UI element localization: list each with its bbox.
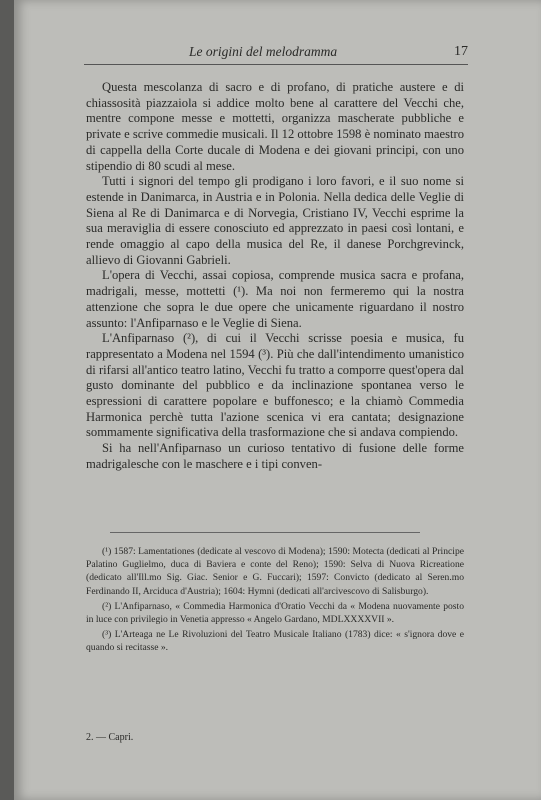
running-header (84, 44, 468, 65)
book-page (14, 0, 541, 800)
footnote: (¹) 1587: Lamentationes (dedicate al vescovo di Modena); 1590: Motecta (dedicati al Principe Palatino Guglielmo, duca di Baviera e conte del Reno); 1590: Selva di Nuova Ricreatione (dedicato all'Ill.mo Sig. Giac. Senior e G. Fuccari); 1597: Convicto (dedicato al Seren.mo Ferdinando II, Arciduca d'Austria); 1604: Hymni (dedicati all'arcivescovo di Salisburgo). (86, 546, 464, 597)
paragraph: Questa mescolanza di sacro e di profano, di pratiche austere e di chiassosità piazzaiola si addice molto bene al carattere del Vecchi che, mentre compone messe e mottetti, organizza mascherate pubbliche e private e scrive commedie musicali. Il 12 ottobre 1598 è nominato maestro di cappella della Corte ducale di Modena e dei giovani principi, con uno stipendio di 80 scudi al mese. (86, 80, 464, 173)
signature-mark: 2. — Capri. (86, 732, 134, 743)
paragraph: L'Anfiparnaso (²), di cui il Vecchi scrisse poesia e musica, fu rappresentato a Modena nel 1594 (³). Più che dall'intendimento umanistico di rifarsi all'antico teatro latino, Vecchi fu tratto a comporre quest'opera dal gusto dominante del pubblico e da inclinazione spontanea verso le espressioni di carattere popolare e buffonesco; e la chiamò Commedia Harmonica perchè tutta l'azione scenica vi era cantata; designazione sommamente significativa della trasformazione che si andava compiendo. (86, 331, 464, 440)
paragraph: Tutti i signori del tempo gli prodigano i loro favori, e il suo nome si estende in Danimarca, in Austria e in Polonia. Nella dedica delle Veglie di Siena al Re di Danimarca e di Norvegia, Cristiano IV, Vecchi esprime la sua meraviglia di essere conosciuto ed apprezzato in paesi così lontani, e rende omaggio al capo della musica del Re, il danese Porchgrevinck, allievo di Giovanni Gabrieli. (86, 174, 464, 267)
paragraph: L'opera di Vecchi, assai copiosa, comprende musica sacra e profana, madrigali, messe, mottetti (¹). Ma noi non fermeremo qui la nostra attenzione che sopra le due opere che unicamente riguardano il nostro assunto: l'Anfiparnaso e le Veglie di Siena. (86, 268, 464, 330)
main-text (86, 80, 464, 473)
running-title: Le origini del melodramma (189, 44, 338, 59)
footnote-separator (110, 532, 420, 533)
page-number: 17 (454, 44, 468, 59)
footnotes (86, 545, 464, 657)
paragraph: Si ha nell'Anfiparnaso un curioso tentativo di fusione delle forme madrigalesche con le maschere e i tipi conven- (86, 441, 464, 471)
footnote: (²) L'Anfiparnaso, « Commedia Harmonica d'Oratio Vecchi da « Modena nuovamente posto in luce con privilegio in Venetia appresso « Angelo Gardano, MDLXXXXVII ». (86, 600, 464, 626)
footnote: (³) L'Arteaga ne Le Rivoluzioni del Teatro Musicale Italiano (1783) dice: « s'ignora dove e quando si recitasse ». (86, 629, 464, 654)
